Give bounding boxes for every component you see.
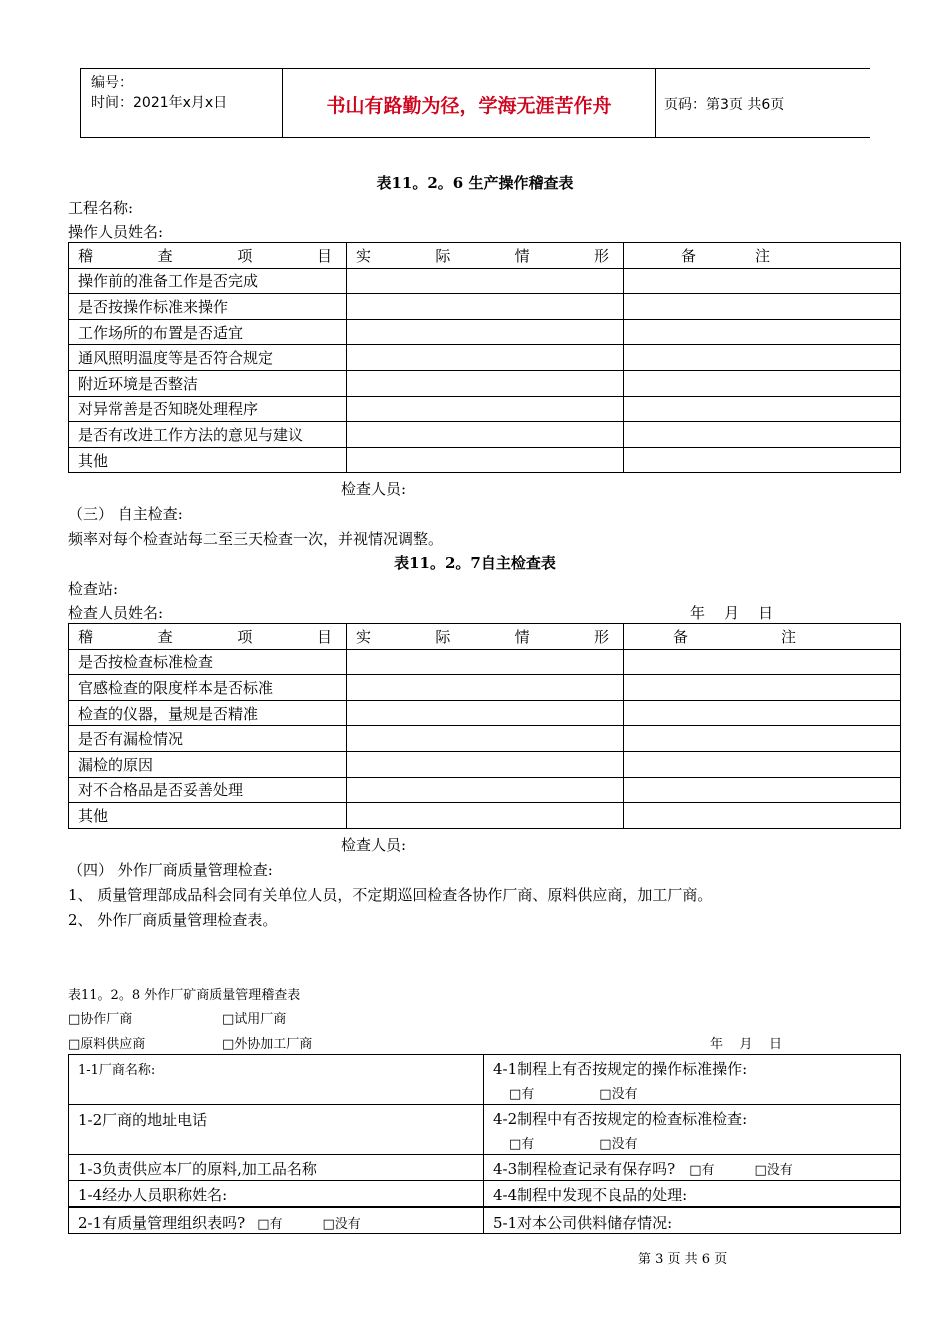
production-check-table	[68, 242, 901, 473]
table-row	[69, 319, 901, 345]
table-row	[69, 1181, 901, 1207]
actual-cell[interactable]	[347, 675, 624, 701]
vendor-name-label: 1-1厂商名称:	[78, 1063, 156, 1078]
remark-cell[interactable]	[624, 675, 901, 701]
check-item: 通风照明温度等是否符合规定	[69, 345, 347, 371]
section3-heading: （三） 自主检查:	[68, 505, 183, 523]
remark-cell[interactable]	[624, 345, 901, 371]
check-item: 漏检的原因	[69, 751, 347, 777]
table-row	[69, 345, 901, 371]
header-char: 备	[681, 246, 697, 265]
section3-frequency: 频率对每个检查站每二至三天检查一次，并视情况调整。	[68, 530, 444, 548]
table2-inspector-label: 检查人员:	[341, 836, 407, 854]
option-trial[interactable]: □试用厂商	[222, 1012, 287, 1027]
header-char: 际	[435, 627, 451, 646]
check-item: 工作场所的布置是否适宜	[69, 319, 347, 345]
check-item: 是否按检查标准检查	[69, 649, 347, 675]
header-char: 目	[316, 246, 332, 265]
table1-inspector-label: 检查人员:	[341, 480, 407, 498]
actual-cell[interactable]	[347, 345, 624, 371]
actual-cell[interactable]	[347, 396, 624, 422]
header-char: 查	[157, 246, 173, 265]
actual-cell[interactable]	[347, 370, 624, 396]
self-check-table	[68, 623, 901, 829]
actual-cell[interactable]	[347, 803, 624, 829]
table-row	[69, 700, 901, 726]
q4-3-yes[interactable]: □有	[689, 1163, 715, 1178]
actual-cell[interactable]	[347, 777, 624, 803]
table-row	[69, 803, 901, 829]
table-row	[69, 1055, 901, 1105]
table2-date: 年 月 日	[690, 604, 774, 622]
table1-title: 表11。2。6 生产操作稽查表	[376, 174, 574, 192]
remark-cell[interactable]	[624, 422, 901, 448]
check-item: 其他	[69, 803, 347, 829]
remark-cell[interactable]	[624, 751, 901, 777]
option-cooperating[interactable]: □协作厂商	[68, 1012, 133, 1027]
header-char: 注	[754, 246, 770, 265]
actual-cell[interactable]	[347, 294, 624, 320]
table-row	[69, 422, 901, 448]
check-item: 附近环境是否整洁	[69, 370, 347, 396]
motto: 书山有路勤为径，学海无涯苦作舟	[326, 95, 612, 117]
project-label: 工程名称:	[68, 199, 134, 217]
table-row	[69, 1105, 901, 1155]
actual-cell[interactable]	[347, 422, 624, 448]
station-label: 检查站:	[68, 580, 119, 598]
table-row	[69, 675, 901, 701]
table-row	[69, 777, 901, 803]
remark-cell[interactable]	[624, 370, 901, 396]
remark-cell[interactable]	[624, 803, 901, 829]
actual-cell[interactable]	[347, 726, 624, 752]
table2-title: 表11。2。7自主检查表	[394, 554, 556, 572]
header-meta	[80, 69, 283, 137]
actual-cell[interactable]	[347, 447, 624, 473]
supplied-materials-label: 1-3负责供应本厂的原料,加工品名称	[78, 1160, 317, 1178]
q2-1-yes[interactable]: □有	[257, 1216, 283, 1232]
header-char: 情	[514, 627, 530, 646]
q2-1-label: 2-1有质量管理组织表吗?	[78, 1213, 246, 1232]
vendor-quality-table	[68, 1054, 901, 1234]
header-char: 稽	[78, 627, 94, 646]
option-raw-material[interactable]: □原料供应商	[68, 1037, 146, 1052]
remark-cell[interactable]	[624, 268, 901, 294]
header-char: 稽	[78, 246, 94, 265]
section4-heading: （四） 外作厂商质量管理检查:	[68, 861, 273, 879]
table3-date: 年 月 日	[710, 1037, 783, 1052]
header-char: 项	[237, 246, 253, 265]
remark-cell[interactable]	[624, 294, 901, 320]
actual-cell[interactable]	[347, 751, 624, 777]
page-footer: 第 3 页 共 6 页	[638, 1252, 728, 1267]
check-item: 对不合格品是否妥善处理	[69, 777, 347, 803]
table-row	[69, 1155, 901, 1181]
header-char: 目	[316, 627, 332, 646]
check-item: 是否有漏检情况	[69, 726, 347, 752]
remark-cell[interactable]	[624, 700, 901, 726]
header-char: 形	[593, 627, 609, 646]
table-row	[69, 268, 901, 294]
header-char: 实	[356, 627, 372, 646]
header-char: 际	[435, 246, 451, 265]
time-label: 时间：2021年x月x日	[91, 95, 228, 111]
header-char: 备	[673, 627, 689, 646]
check-item: 官感检查的限度样本是否标准	[69, 675, 347, 701]
header-char: 查	[157, 627, 173, 646]
table3-title: 表11。2。8 外作厂矿商质量管理稽查表	[68, 988, 301, 1003]
operator-label: 操作人员姓名:	[68, 223, 164, 241]
header-char: 形	[593, 246, 609, 265]
remark-cell[interactable]	[624, 396, 901, 422]
table-row	[69, 447, 901, 473]
q4-1-label: 4-1制程上有否按规定的操作标准操作:	[493, 1060, 748, 1078]
check-item: 是否有改进工作方法的意见与建议	[69, 422, 347, 448]
section4-item2: 2、 外作厂商质量管理检查表。	[68, 911, 278, 929]
header-char: 注	[780, 627, 796, 646]
table-row	[69, 370, 901, 396]
check-item: 对异常善是否知晓处理程序	[69, 396, 347, 422]
check-item: 检查的仪器，量规是否精准	[69, 700, 347, 726]
q4-1-yes[interactable]: □有	[509, 1087, 535, 1102]
remark-cell[interactable]	[624, 777, 901, 803]
table-row	[69, 649, 901, 675]
q4-4-label: 4-4制程中发现不良品的处理:	[493, 1186, 688, 1204]
actual-cell[interactable]	[347, 268, 624, 294]
table-row	[69, 1207, 901, 1234]
contact-person-label: 1-4经办人员职称姓名:	[78, 1186, 228, 1204]
number-label: 编号：	[91, 75, 133, 91]
table-header-row	[69, 243, 901, 269]
q4-2-yes[interactable]: □有	[509, 1137, 535, 1152]
q2-1-no[interactable]: □没有	[322, 1216, 361, 1232]
check-item: 是否按操作标准来操作	[69, 294, 347, 320]
header-char: 项	[237, 627, 253, 646]
page-label: 页码：第3页 共6页	[664, 97, 785, 113]
header-char: 实	[356, 246, 372, 265]
page-header	[80, 68, 870, 138]
table-row	[69, 396, 901, 422]
table-header-row	[69, 624, 901, 650]
table-row	[69, 294, 901, 320]
actual-cell[interactable]	[347, 319, 624, 345]
q4-2-label: 4-2制程中有否按规定的检查标准检查:	[493, 1110, 748, 1128]
table-row	[69, 726, 901, 752]
remark-cell[interactable]	[624, 447, 901, 473]
check-item: 操作前的准备工作是否完成	[69, 268, 347, 294]
actual-cell[interactable]	[347, 700, 624, 726]
q4-2-no[interactable]: □没有	[599, 1137, 638, 1152]
option-outsourced[interactable]: □外协加工厂商	[222, 1037, 313, 1052]
q4-1-no[interactable]: □没有	[599, 1087, 638, 1102]
section4-item1: 1、 质量管理部成品科会同有关单位人员，不定期巡回检查各协作厂商、原料供应商，加工厂商。	[68, 886, 713, 904]
q4-3-label: 4-3制程检查记录有保存吗?	[493, 1160, 676, 1178]
header-char: 情	[514, 246, 530, 265]
q4-3-no[interactable]: □没有	[754, 1163, 793, 1178]
check-item: 其他	[69, 447, 347, 473]
q5-1-label: 5-1对本公司供料储存情况:	[493, 1213, 673, 1232]
table-row	[69, 751, 901, 777]
vendor-address-label: 1-2厂商的地址电话	[78, 1111, 208, 1129]
header-motto-cell	[282, 69, 656, 137]
actual-cell[interactable]	[347, 649, 624, 675]
header-page-cell	[655, 69, 870, 137]
inspector-name-label: 检查人员姓名:	[68, 604, 164, 622]
remark-cell[interactable]	[624, 649, 901, 675]
remark-cell[interactable]	[624, 319, 901, 345]
remark-cell[interactable]	[624, 726, 901, 752]
